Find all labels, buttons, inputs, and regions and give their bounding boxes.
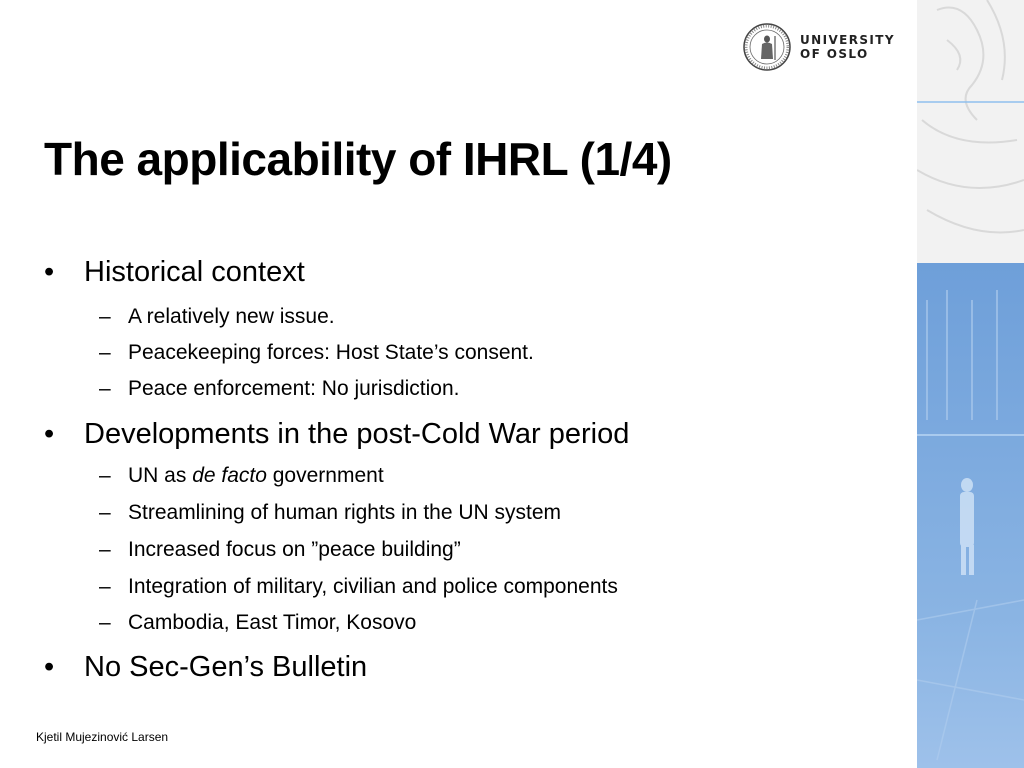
sub-bullet-text: Streamlining of human rights in the UN system <box>128 501 562 524</box>
dash-icon: – <box>99 575 111 598</box>
dash-icon: – <box>99 305 111 328</box>
footer-author: Kjetil Mujezinović Larsen <box>36 730 169 744</box>
bullet-text: No Sec-Gen’s Bulletin <box>84 651 368 683</box>
logo-text-line2: OF OSLO <box>800 47 869 61</box>
dash-icon: – <box>99 341 111 364</box>
sub-bullet-text: Peacekeeping forces: Host State’s consent. <box>128 341 534 364</box>
dash-icon: – <box>99 464 111 487</box>
sub-bullet-text: Increased focus on ”peace building” <box>128 538 461 561</box>
dash-icon: – <box>99 538 111 561</box>
sub-bullet-text <box>128 464 384 488</box>
bullet-icon: • <box>44 651 55 683</box>
bullet-icon: • <box>44 418 55 450</box>
sub-bullet-text: A relatively new issue. <box>128 305 335 328</box>
side-decoration <box>917 0 1024 768</box>
slide-title: The applicability of IHRL (1/4) <box>44 133 672 185</box>
statue-illustration-icon <box>917 0 1024 768</box>
sub-bullet-text: Integration of military, civilian and police components <box>128 575 618 598</box>
university-logo <box>742 22 902 74</box>
italic-term: de facto <box>192 464 267 487</box>
dash-icon: – <box>99 611 111 634</box>
bullet-text: Historical context <box>84 256 305 288</box>
dash-icon: – <box>99 501 111 524</box>
sub-bullet-text-part: UN as <box>128 464 193 487</box>
dash-icon: – <box>99 377 111 400</box>
sub-bullet-text: Peace enforcement: No jurisdiction. <box>128 377 460 400</box>
bullet-text: Developments in the post-Cold War period <box>84 418 630 450</box>
sub-bullet-text: Cambodia, East Timor, Kosovo <box>128 611 417 634</box>
logo-text-line1: UNIVERSITY <box>800 33 895 47</box>
university-seal-icon <box>742 22 792 72</box>
bullet-icon: • <box>44 256 55 288</box>
sub-bullet-text-part: government <box>266 464 384 487</box>
